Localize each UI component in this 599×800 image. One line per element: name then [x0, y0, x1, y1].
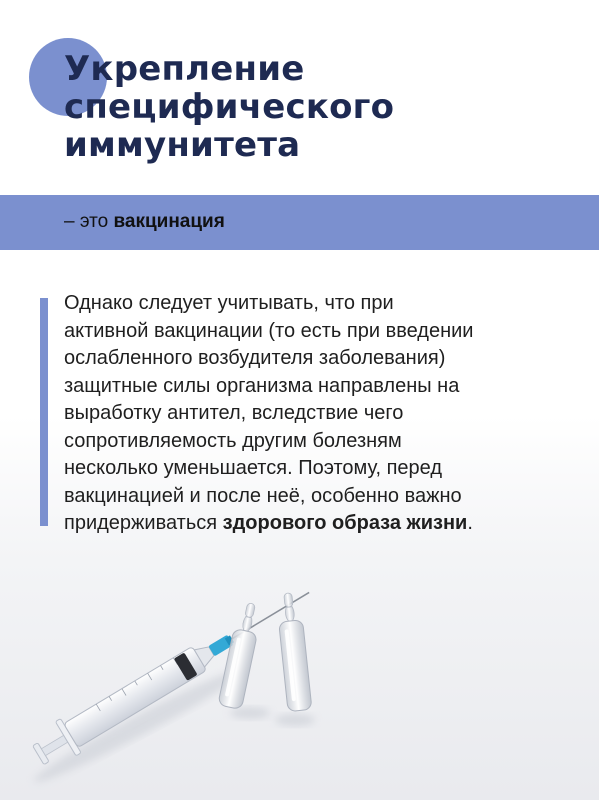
- quote-accent-bar: [40, 298, 48, 526]
- body-line: несколько уменьшается. Поэтому, перед: [64, 457, 443, 479]
- syringe-icon: [28, 575, 319, 772]
- body-line: сопротивляемость другим болезням: [64, 429, 402, 452]
- title-line: иммунитета: [64, 125, 301, 165]
- body-last-prefix: придерживаться: [64, 512, 223, 534]
- body-line: вакцинацией и после неё, особенно важно: [64, 484, 462, 507]
- body-line: активной вакцинации (то есть при введении: [64, 319, 474, 342]
- definition-band: [0, 195, 599, 250]
- title-line: специфического: [64, 87, 395, 127]
- body-line: ослабленного возбудителя заболевания): [64, 347, 446, 369]
- body-line-last: [64, 510, 584, 538]
- body-last-suffix: .: [467, 512, 473, 534]
- definition-prefix: – это: [64, 211, 114, 232]
- body-line: выработку антител, вследствие чего: [64, 402, 404, 424]
- syringe-and-ampoules-icon: [0, 555, 599, 800]
- definition-text: [64, 211, 225, 233]
- page-title: [64, 50, 394, 164]
- body-paragraph: [64, 290, 584, 538]
- title-line: Укрепление: [64, 49, 305, 89]
- body-line: Однако следует учитывать, что при: [64, 292, 394, 314]
- ampoule-icon: [218, 601, 264, 710]
- healthy-lifestyle-emphasis: здорового образа жизни: [222, 512, 468, 534]
- definition-highlight: вакцинация: [113, 211, 225, 232]
- body-line: защитные силы организма направлены на: [64, 374, 460, 397]
